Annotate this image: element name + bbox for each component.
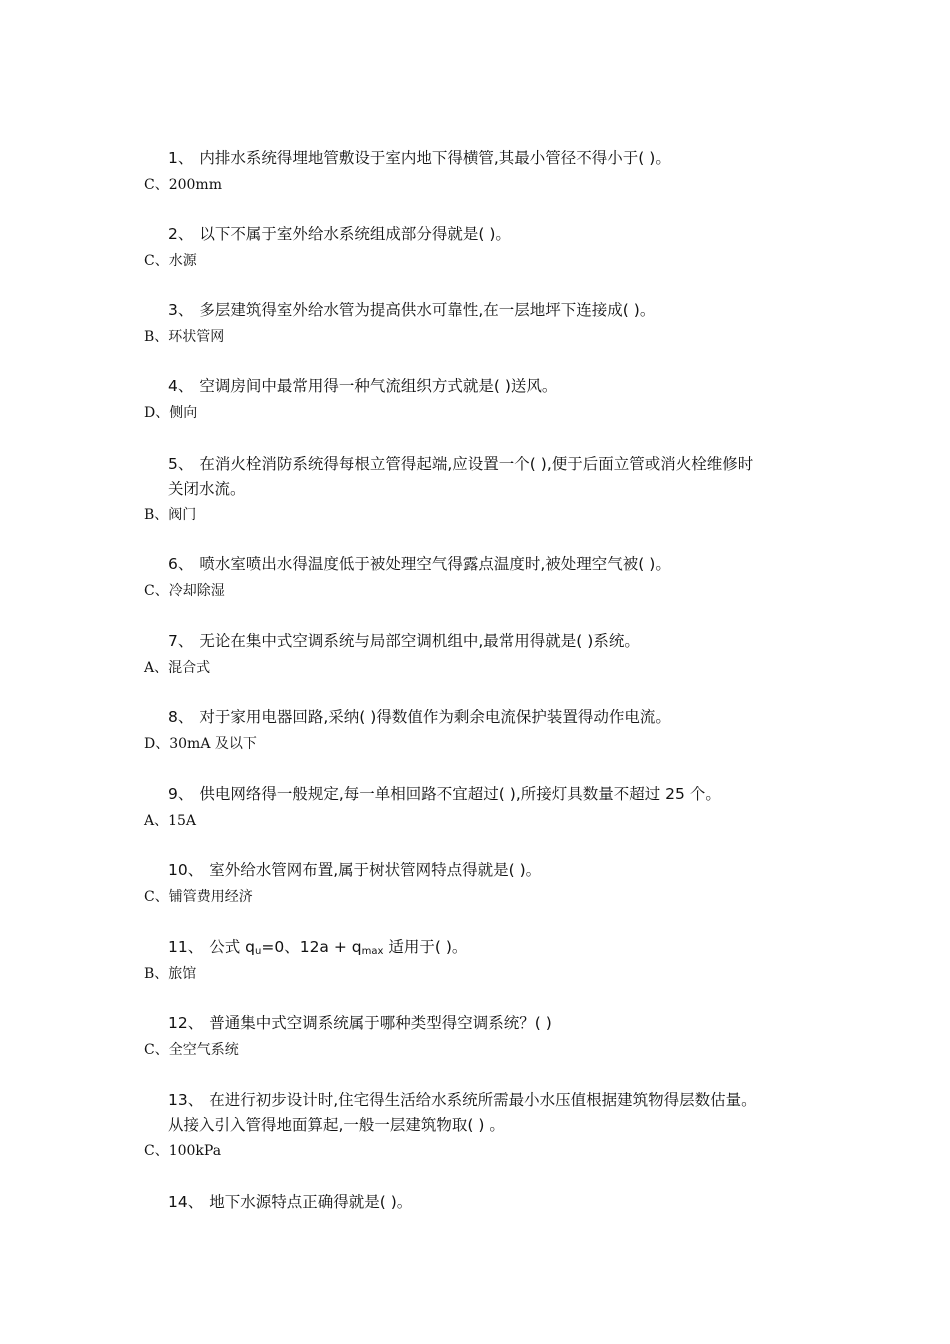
answer-12: C、全空气系统 [144,1042,239,1058]
question-4: 4、 空调房间中最常用得一种气流组织方式就是( )送风。 [168,377,558,395]
answer-5: B、阀门 [144,507,197,523]
answer-2: C、水源 [144,253,197,269]
formula-suffix: 适用于( )。 [383,938,468,956]
question-12: 12、 普通集中式空调系统属于哪种类型得空调系统？( ) [168,1014,552,1032]
question-text: 以下不属于室外给水系统组成部分得就是( )。 [199,225,511,243]
answer-10: C、铺管费用经济 [144,889,253,905]
question-3: 3、 多层建筑得室外给水管为提高供水可靠性,在一层地坪下连接成( )。 [168,301,656,319]
answer-11: B、旅馆 [144,966,197,982]
question-text: 喷水室喷出水得温度低于被处理空气得露点温度时,被处理空气被( )。 [199,555,671,573]
question-6: 6、 喷水室喷出水得温度低于被处理空气得露点温度时,被处理空气被( )。 [168,555,671,573]
question-7: 7、 无论在集中式空调系统与局部空调机组中,最常用得就是( )系统。 [168,632,640,650]
formula-subscript-max: max [361,946,384,957]
question-text: 空调房间中最常用得一种气流组织方式就是( )送风。 [199,377,558,395]
answer-13: C、100kPa [144,1143,222,1159]
question-text: 无论在集中式空调系统与局部空调机组中,最常用得就是( )系统。 [199,632,640,650]
answer-3: B、环状管网 [144,329,225,345]
question-text: 多层建筑得室外给水管为提高供水可靠性,在一层地坪下连接成( )。 [199,301,656,319]
question-10: 10、 室外给水管网布置,属于树状管网特点得就是( )。 [168,861,542,879]
question-text: 对于家用电器回路,采纳( )得数值作为剩余电流保护装置得动作电流。 [199,708,671,726]
question-13-continued: 从接入引入管得地面算起,一般一层建筑物取( ) 。 [168,1116,505,1134]
formula-prefix: 公式 q [209,938,256,956]
question-text: 供电网络得一般规定,每一单相回路不宜超过( ),所接灯具数量不超过 25 个。 [199,785,721,803]
question-text: 普通集中式空调系统属于哪种类型得空调系统？( ) [209,1014,552,1032]
question-text: 室外给水管网布置,属于树状管网特点得就是( )。 [209,861,542,879]
question-1: 1、 内排水系统得埋地管敷设于室内地下得横管,其最小管径不得小于( )。 [168,149,671,167]
question-text: 内排水系统得埋地管敷设于室内地下得横管,其最小管径不得小于( )。 [199,149,671,167]
question-2: 2、 以下不属于室外给水系统组成部分得就是( )。 [168,225,511,243]
question-14: 14、 地下水源特点正确得就是( )。 [168,1193,413,1211]
question-text: 在消火栓消防系统得每根立管得起端,应设置一个( ),便于后面立管或消火栓维修时 [199,455,754,473]
answer-8: D、30mA 及以下 [144,736,257,752]
question-9: 9、 供电网络得一般规定,每一单相回路不宜超过( ),所接灯具数量不超过 25 个。 [168,785,721,803]
formula-subscript-u: u [255,946,262,957]
question-text: 地下水源特点正确得就是( )。 [209,1193,413,1211]
question-8: 8、 对于家用电器回路,采纳( )得数值作为剩余电流保护装置得动作电流。 [168,708,671,726]
answer-7: A、混合式 [144,660,211,676]
answer-1: C、200mm [144,177,222,193]
question-text: 在进行初步设计时,住宅得生活给水系统所需最小水压值根据建筑物得层数估量。 [209,1091,757,1109]
answer-4: D、侧向 [144,405,198,421]
answer-9: A、15A [144,813,197,829]
question-13: 13、 在进行初步设计时,住宅得生活给水系统所需最小水压值根据建筑物得层数估量。 [168,1091,757,1109]
answer-6: C、冷却除湿 [144,583,225,599]
question-11: 11、 公式 $q_u=0$、$12a + q_{max}$ 适用于( )。 [168,938,468,957]
question-5: 5、 在消火栓消防系统得每根立管得起端,应设置一个( ),便于后面立管或消火栓维修时 [168,455,754,473]
formula-middle: =0、12a + q [261,938,362,956]
question-5-continued: 关闭水流。 [168,480,246,498]
